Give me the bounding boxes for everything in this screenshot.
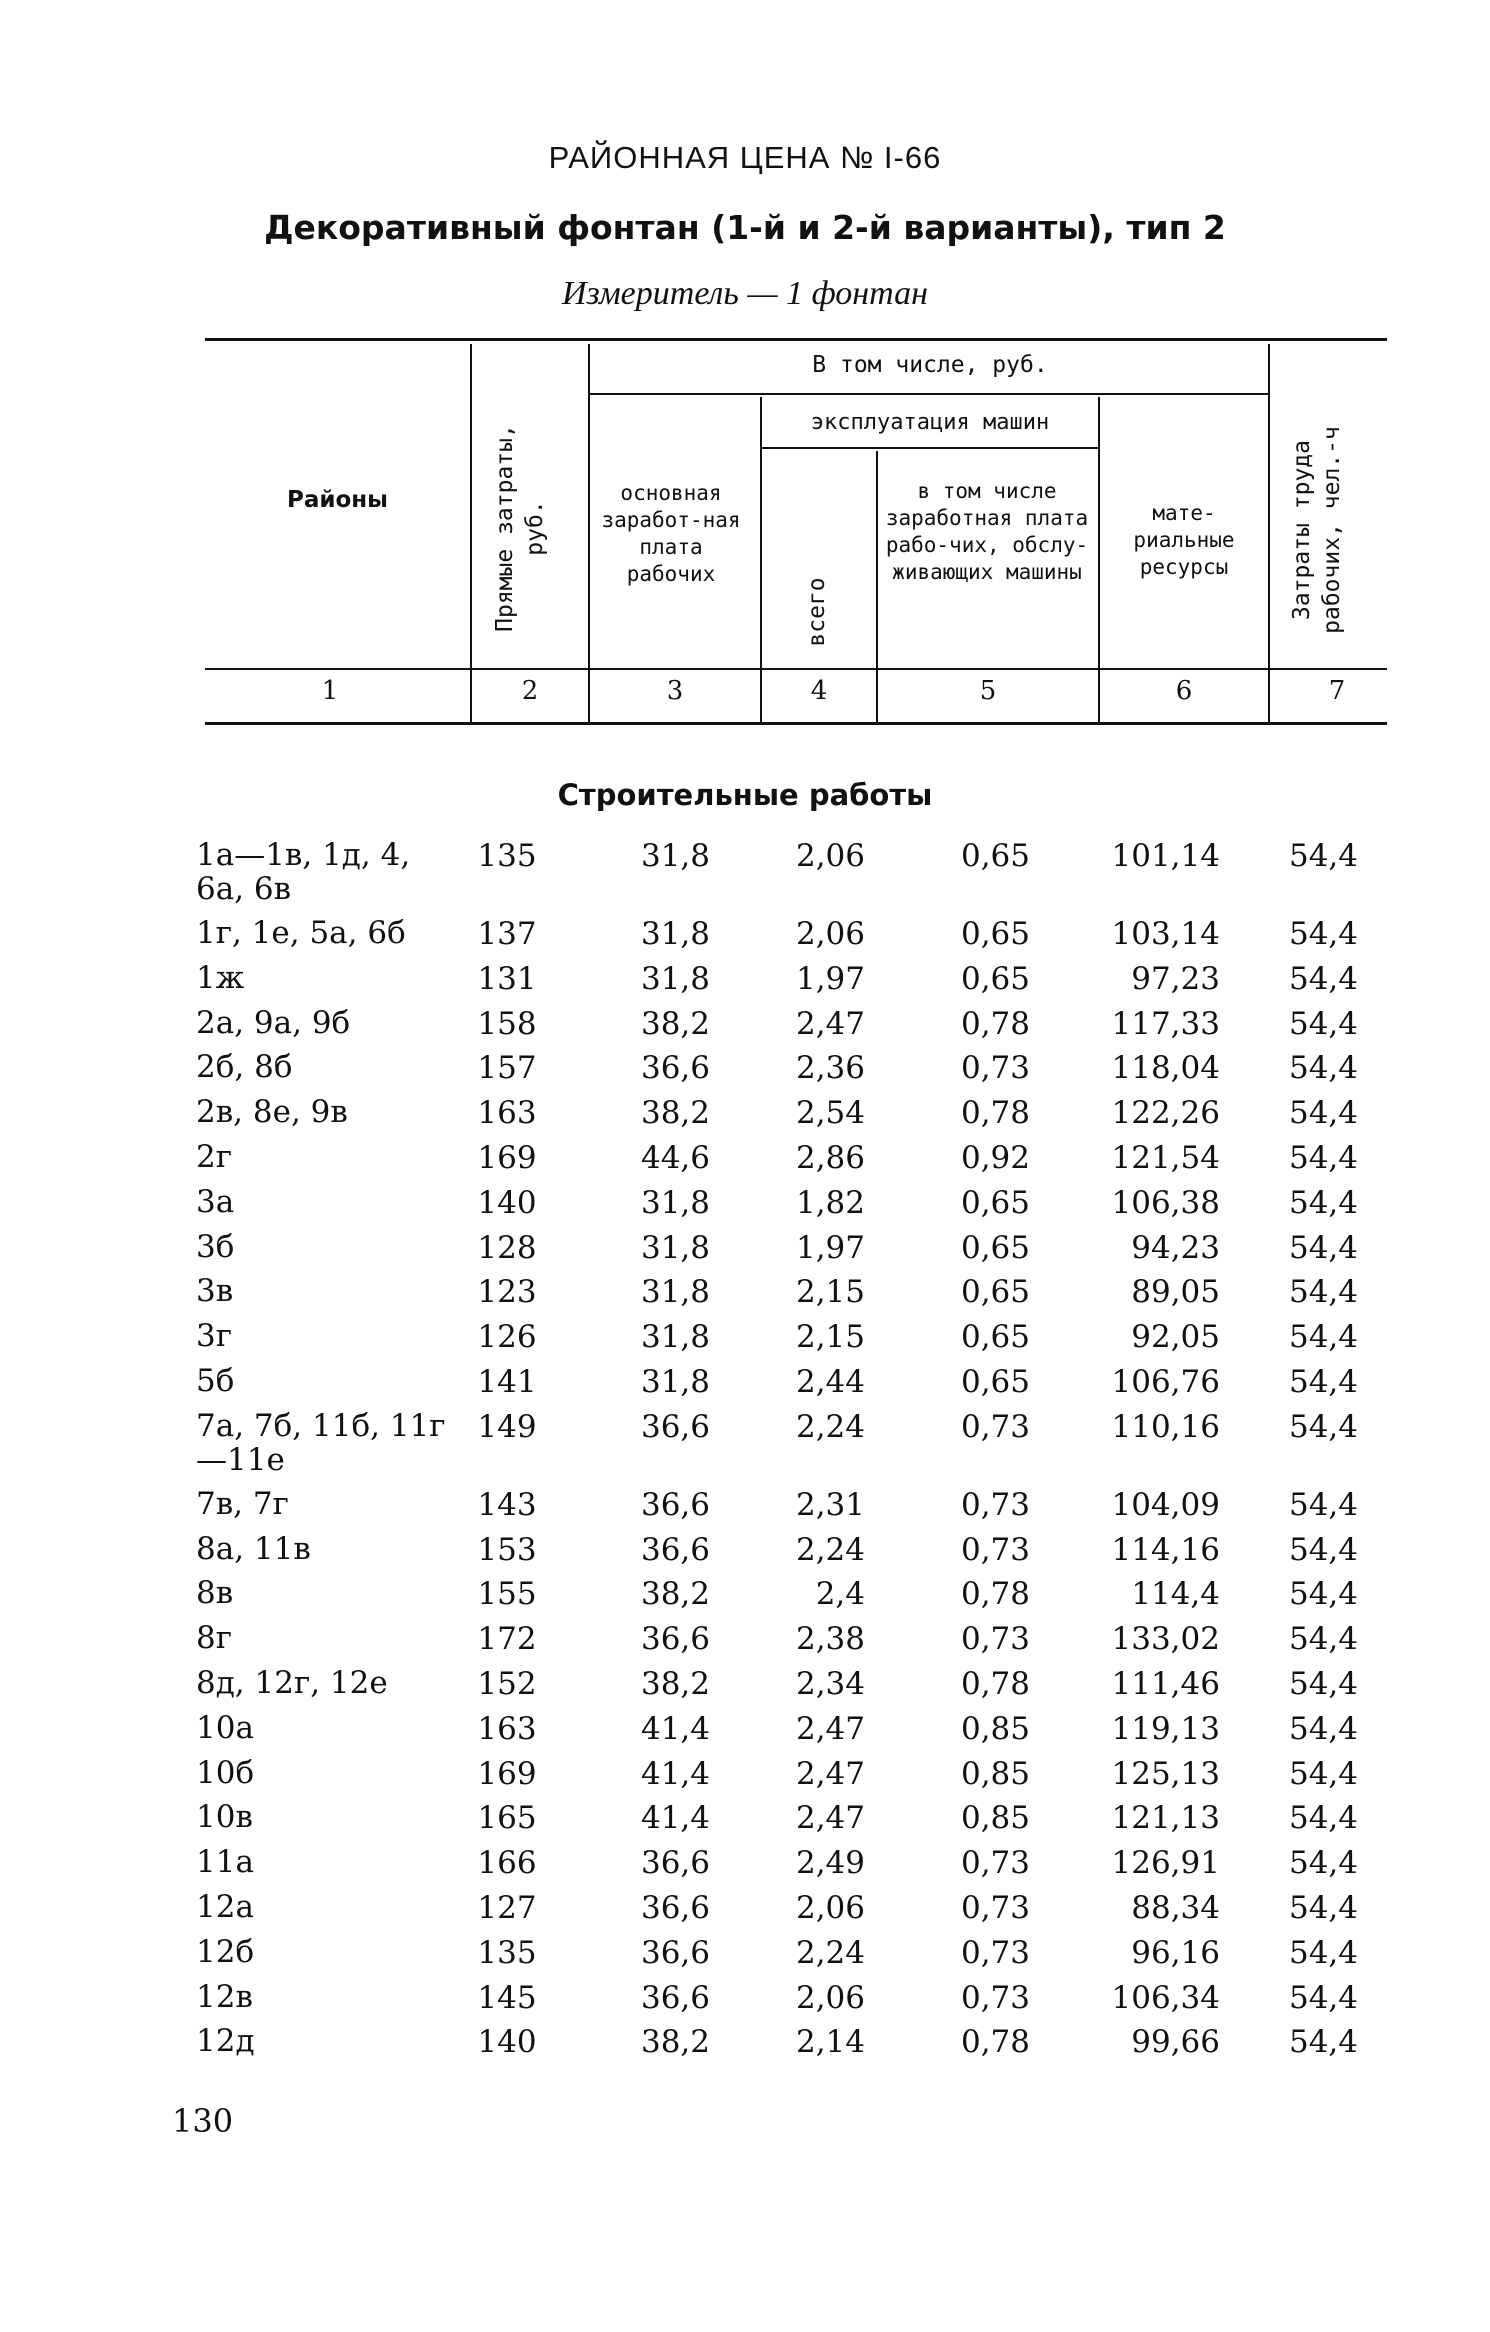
header-rule-machines	[762, 447, 1098, 449]
cell-machines-total: 2,24	[795, 1408, 865, 1445]
cell-labor: 54,4	[1288, 1486, 1358, 1523]
header-base-wage: основная заработ-ная плата рабочих	[601, 481, 741, 586]
header-machine-wage: в том числе заработная плата рабо-чих, обслу-живающих машины	[885, 479, 1089, 584]
cell-base-wage: 31,8	[640, 960, 710, 997]
cell-materials: 106,38	[1111, 1184, 1220, 1221]
cell-machine-wage: 0,65	[960, 1363, 1030, 1400]
cell-labor: 54,4	[1288, 960, 1358, 997]
cell-machines-total: 2,24	[795, 1934, 865, 1971]
divider-6	[1268, 344, 1270, 722]
cell-base-wage: 36,6	[640, 1979, 710, 2016]
cell-machines-total: 1,97	[795, 1229, 865, 1266]
cell-machine-wage: 0,73	[960, 1531, 1030, 1568]
data-rows	[0, 838, 1490, 2069]
cell-region: 3б	[196, 1228, 235, 1265]
cell-materials: 133,02	[1111, 1621, 1220, 1658]
cell-labor: 54,4	[1288, 1229, 1358, 1266]
cell-materials: 118,04	[1111, 1050, 1220, 1087]
cell-labor: 54,4	[1288, 1800, 1358, 1837]
cell-machines-total: 2,34	[795, 1665, 865, 1702]
cell-machine-wage: 0,85	[960, 1755, 1030, 1792]
cell-base-wage: 31,8	[640, 1274, 710, 1311]
cell-direct-costs: 152	[477, 1665, 537, 1702]
cell-region: 12в	[196, 1978, 253, 2015]
cell-machine-wage: 0,65	[960, 1274, 1030, 1311]
cell-labor: 54,4	[1288, 838, 1358, 874]
table-row	[0, 1756, 1490, 1801]
cell-machines-total: 2,36	[795, 1050, 865, 1087]
cell-machines-total: 2,06	[795, 916, 865, 952]
cell-materials: 103,14	[1111, 916, 1220, 952]
colnum-6: 6	[1175, 676, 1193, 706]
cell-materials: 119,13	[1111, 1710, 1220, 1747]
header-labor: Затраты труда рабочих, чел.-ч	[1289, 426, 1345, 634]
cell-region: 12д	[196, 2023, 255, 2060]
cell-region: 12а	[196, 1888, 254, 1925]
cell-labor: 54,4	[1288, 916, 1358, 952]
cell-base-wage: 31,8	[640, 1184, 710, 1221]
cell-region: 2а, 9а, 9б	[196, 1004, 351, 1041]
cell-base-wage: 31,8	[640, 916, 710, 952]
cell-labor: 54,4	[1288, 1050, 1358, 1087]
table-row	[0, 1935, 1490, 1980]
cell-direct-costs: 141	[477, 1363, 537, 1400]
cell-machines-total: 2,47	[795, 1005, 865, 1042]
cell-labor: 54,4	[1288, 1184, 1358, 1221]
cell-base-wage: 31,8	[640, 1229, 710, 1266]
cell-labor: 54,4	[1288, 1755, 1358, 1792]
divider-5	[1098, 397, 1100, 722]
table-row	[0, 1800, 1490, 1845]
cell-materials: 92,05	[1131, 1319, 1220, 1356]
cell-direct-costs: 137	[477, 916, 537, 952]
cell-direct-costs: 172	[477, 1621, 537, 1658]
cell-materials: 106,76	[1111, 1363, 1220, 1400]
cell-region: 1а—1в, 1д, 4, 6а, 6в	[196, 837, 411, 907]
cell-materials: 96,16	[1131, 1934, 1220, 1971]
cell-labor: 54,4	[1288, 1319, 1358, 1356]
cell-labor: 54,4	[1288, 2024, 1358, 2061]
cell-materials: 121,13	[1111, 1800, 1220, 1837]
cell-machines-total: 2,06	[795, 838, 865, 874]
table-row	[0, 1140, 1490, 1185]
cell-materials: 125,13	[1111, 1755, 1220, 1792]
cell-materials: 122,26	[1111, 1095, 1220, 1132]
page-number: 130	[172, 2102, 234, 2140]
cell-machine-wage: 0,73	[960, 1979, 1030, 2016]
cell-labor: 54,4	[1288, 1934, 1358, 1971]
table-row	[0, 2024, 1490, 2069]
colnum-1: 1	[321, 676, 339, 706]
cell-machines-total: 2,44	[795, 1363, 865, 1400]
header-rule-including	[590, 393, 1268, 395]
cell-machines-total: 2,4	[815, 1576, 865, 1613]
cell-direct-costs: 157	[477, 1050, 537, 1087]
cell-machines-total: 2,47	[795, 1755, 865, 1792]
cell-machine-wage: 0,73	[960, 1050, 1030, 1087]
cell-region: 3а	[196, 1183, 235, 1220]
cell-machine-wage: 0,65	[960, 1229, 1030, 1266]
cell-machine-wage: 0,73	[960, 1845, 1030, 1882]
table-row	[0, 1364, 1490, 1409]
cell-direct-costs: 158	[477, 1005, 537, 1042]
cell-base-wage: 41,4	[640, 1800, 710, 1837]
cell-base-wage: 36,6	[640, 1845, 710, 1882]
cell-labor: 54,4	[1288, 1005, 1358, 1042]
cell-machine-wage: 0,73	[960, 1408, 1030, 1445]
cell-region: 12б	[196, 1933, 255, 1970]
cell-labor: 54,4	[1288, 1408, 1358, 1445]
table-row	[0, 1576, 1490, 1621]
cell-machines-total: 2,47	[795, 1710, 865, 1747]
section-title: Строительные работы	[557, 778, 933, 812]
divider-2	[588, 344, 590, 722]
cell-machines-total: 2,54	[795, 1095, 865, 1132]
cell-machines-total: 2,47	[795, 1800, 865, 1837]
cell-machines-total: 2,06	[795, 1889, 865, 1926]
cell-base-wage: 44,6	[640, 1139, 710, 1176]
cell-region: 3в	[196, 1273, 234, 1310]
cell-machines-total: 2,24	[795, 1531, 865, 1568]
header-bottom-rule	[205, 668, 1387, 670]
cell-direct-costs: 163	[477, 1095, 537, 1132]
cell-direct-costs: 145	[477, 1979, 537, 2016]
cell-labor: 54,4	[1288, 1710, 1358, 1747]
table-row	[0, 1621, 1490, 1666]
cell-direct-costs: 135	[477, 1934, 537, 1971]
cell-machines-total: 2,06	[795, 1979, 865, 2016]
cell-materials: 110,16	[1111, 1408, 1220, 1445]
cell-base-wage: 36,6	[640, 1934, 710, 1971]
cell-materials: 117,33	[1111, 1005, 1220, 1042]
cell-region: 2б, 8б	[196, 1049, 293, 1086]
cell-base-wage: 38,2	[640, 1005, 710, 1042]
table-top-rule	[205, 338, 1387, 341]
unit-measure: Измеритель — 1 фонтан	[562, 275, 928, 312]
cell-region: 7а, 7б, 11б, 11г—11е	[196, 1407, 446, 1478]
cell-materials: 114,4	[1131, 1576, 1220, 1613]
cell-labor: 54,4	[1288, 1979, 1358, 2016]
cell-direct-costs: 128	[477, 1229, 537, 1266]
cell-base-wage: 41,4	[640, 1710, 710, 1747]
header-machine-operation: эксплуатация машин	[810, 410, 1050, 435]
colnum-bottom-rule	[205, 722, 1387, 725]
cell-materials: 106,34	[1111, 1979, 1220, 2016]
cell-direct-costs: 140	[477, 2024, 537, 2061]
cell-machine-wage: 0,73	[960, 1934, 1030, 1971]
cell-machine-wage: 0,65	[960, 1184, 1030, 1221]
cell-machines-total: 2,86	[795, 1139, 865, 1176]
cell-machine-wage: 0,65	[960, 916, 1030, 952]
cell-direct-costs: 165	[477, 1800, 537, 1837]
cell-direct-costs: 169	[477, 1139, 537, 1176]
cell-labor: 54,4	[1288, 1845, 1358, 1882]
cell-materials: 114,16	[1111, 1531, 1220, 1568]
cell-labor: 54,4	[1288, 1531, 1358, 1568]
table-row	[0, 1980, 1490, 2025]
cell-machine-wage: 0,73	[960, 1889, 1030, 1926]
cell-region: 2в, 8е, 9в	[196, 1094, 348, 1131]
cell-materials: 94,23	[1131, 1229, 1220, 1266]
cell-machines-total: 2,14	[795, 2024, 865, 2061]
cell-region: 5б	[196, 1362, 235, 1399]
cell-region: 10а	[196, 1709, 254, 1746]
cell-machine-wage: 0,78	[960, 2024, 1030, 2061]
table-row	[0, 1666, 1490, 1711]
cell-machines-total: 1,97	[795, 960, 865, 997]
cell-labor: 54,4	[1288, 1665, 1358, 1702]
cell-materials: 101,14	[1111, 838, 1220, 874]
cell-machines-total: 2,49	[795, 1845, 865, 1882]
cell-materials: 89,05	[1131, 1274, 1220, 1311]
cell-machine-wage: 0,65	[960, 960, 1030, 997]
cell-machines-total: 2,38	[795, 1621, 865, 1658]
cell-region: 8г	[196, 1620, 232, 1657]
cell-machine-wage: 0,73	[960, 1621, 1030, 1658]
cell-machines-total: 1,82	[795, 1184, 865, 1221]
colnum-2: 2	[521, 676, 539, 706]
header-regions: Районы	[287, 487, 388, 513]
cell-materials: 111,46	[1111, 1665, 1220, 1702]
cell-labor: 54,4	[1288, 1274, 1358, 1311]
cell-base-wage: 36,6	[640, 1531, 710, 1568]
cell-direct-costs: 163	[477, 1710, 537, 1747]
cell-machine-wage: 0,85	[960, 1800, 1030, 1837]
cell-region: 8в	[196, 1575, 234, 1612]
cell-region: 11а	[196, 1844, 254, 1881]
table-row	[0, 916, 1490, 961]
cell-base-wage: 31,8	[640, 1363, 710, 1400]
cell-direct-costs: 135	[477, 838, 537, 874]
divider-1	[470, 344, 472, 722]
cell-machine-wage: 0,78	[960, 1665, 1030, 1702]
cell-machine-wage: 0,92	[960, 1139, 1030, 1176]
table-row	[0, 1185, 1490, 1230]
cell-machine-wage: 0,78	[960, 1576, 1030, 1613]
colnum-7: 7	[1328, 676, 1346, 706]
table-row	[0, 1890, 1490, 1935]
cell-base-wage: 38,2	[640, 1095, 710, 1132]
cell-region: 10б	[196, 1754, 255, 1791]
header-direct-costs: Прямые затраты, руб.	[492, 424, 548, 632]
cell-machine-wage: 0,78	[960, 1005, 1030, 1042]
cell-base-wage: 38,2	[640, 1576, 710, 1613]
cell-direct-costs: 127	[477, 1889, 537, 1926]
header-materials: мате-риальные ресурсы	[1133, 501, 1235, 579]
table-row	[0, 1095, 1490, 1140]
cell-region: 1ж	[196, 959, 245, 996]
table-row	[0, 1050, 1490, 1095]
cell-materials: 88,34	[1131, 1889, 1220, 1926]
cell-machine-wage: 0,78	[960, 1095, 1030, 1132]
cell-base-wage: 36,6	[640, 1889, 710, 1926]
cell-labor: 54,4	[1288, 1095, 1358, 1132]
table-row	[0, 1711, 1490, 1756]
cell-base-wage: 31,8	[640, 838, 710, 874]
cell-region: 8а, 11в	[196, 1530, 311, 1567]
table-row	[0, 1319, 1490, 1364]
cell-region: 7в, 7г	[196, 1485, 289, 1522]
cell-base-wage: 38,2	[640, 1665, 710, 1702]
cell-materials: 126,91	[1111, 1845, 1220, 1882]
cell-labor: 54,4	[1288, 1363, 1358, 1400]
cell-machines-total: 2,31	[795, 1486, 865, 1523]
cell-materials: 97,23	[1131, 960, 1220, 997]
cell-machines-total: 2,15	[795, 1319, 865, 1356]
subject-title: Декоративный фонтан (1-й и 2-й варианты), тип 2	[264, 208, 1226, 247]
cell-labor: 54,4	[1288, 1621, 1358, 1658]
table-row	[0, 1532, 1490, 1577]
cell-direct-costs: 143	[477, 1486, 537, 1523]
cell-base-wage: 41,4	[640, 1755, 710, 1792]
colnum-4: 4	[810, 676, 828, 706]
cell-labor: 54,4	[1288, 1139, 1358, 1176]
table-row	[0, 1409, 1490, 1487]
cell-base-wage: 36,6	[640, 1408, 710, 1445]
cell-base-wage: 36,6	[640, 1050, 710, 1087]
table-row	[0, 1274, 1490, 1319]
cell-direct-costs: 126	[477, 1319, 537, 1356]
cell-labor: 54,4	[1288, 1889, 1358, 1926]
cell-base-wage: 31,8	[640, 1319, 710, 1356]
cell-direct-costs: 153	[477, 1531, 537, 1568]
cell-direct-costs: 131	[477, 960, 537, 997]
cell-region: 3г	[196, 1318, 232, 1355]
cell-machines-total: 2,15	[795, 1274, 865, 1311]
table-row	[0, 1845, 1490, 1890]
cell-machine-wage: 0,85	[960, 1710, 1030, 1747]
colnum-5: 5	[979, 676, 997, 706]
table-row	[0, 961, 1490, 1006]
cell-base-wage: 36,6	[640, 1621, 710, 1658]
cell-materials: 121,54	[1111, 1139, 1220, 1176]
cell-base-wage: 36,6	[640, 1486, 710, 1523]
cell-direct-costs: 140	[477, 1184, 537, 1221]
cell-base-wage: 38,2	[640, 2024, 710, 2061]
cell-labor: 54,4	[1288, 1576, 1358, 1613]
divider-3	[760, 397, 762, 722]
cell-direct-costs: 155	[477, 1576, 537, 1613]
table-row	[0, 1487, 1490, 1532]
cell-direct-costs: 166	[477, 1845, 537, 1882]
cell-machine-wage: 0,65	[960, 838, 1030, 874]
cell-direct-costs: 149	[477, 1408, 537, 1445]
table-row	[0, 1006, 1490, 1051]
header-total: всего	[804, 577, 830, 647]
cell-machine-wage: 0,73	[960, 1486, 1030, 1523]
cell-materials: 104,09	[1111, 1486, 1220, 1523]
table-row	[0, 1230, 1490, 1275]
cell-direct-costs: 169	[477, 1755, 537, 1792]
cell-direct-costs: 123	[477, 1274, 537, 1311]
cell-machine-wage: 0,65	[960, 1319, 1030, 1356]
cell-region: 8д, 12г, 12е	[196, 1664, 388, 1701]
header-including: В том числе, руб.	[812, 352, 1048, 378]
cell-region: 2г	[196, 1138, 232, 1175]
table-row	[0, 838, 1490, 916]
colnum-3: 3	[666, 676, 684, 706]
price-title: РАЙОННАЯ ЦЕНА № I-66	[548, 140, 942, 175]
cell-materials: 99,66	[1131, 2024, 1220, 2061]
cell-region: 1г, 1е, 5а, 6б	[196, 915, 406, 951]
cell-region: 10в	[196, 1799, 253, 1836]
